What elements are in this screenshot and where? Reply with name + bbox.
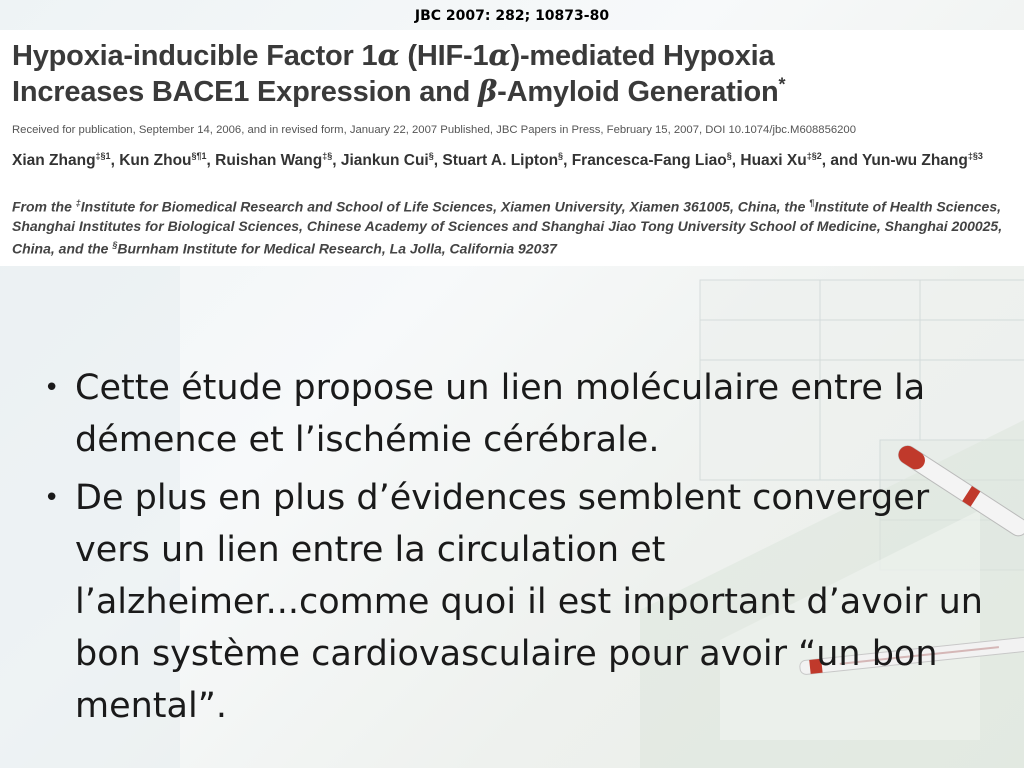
bullet-text: Cette étude propose un lien moléculaire entre la démence et l’ischémie cérébrale.: [75, 368, 926, 460]
author-list: Xian Zhang$^{\ddagger\S 1}$, Kun Zhou$^{\S\P 1}$, Ruishan Wang‡§, Jiankun Cui§, Stuart A. Lipton§, Francesca-Fang Liao§, Huaxi Xu$^{\ddagger\S 2}$, and Yun-wu Zhang$^{\ddagger\S 3}$: [12, 151, 983, 170]
bullet-item: [44, 472, 1004, 732]
paper-title-line-2: Increases BACE1 Expression and β-Amyloid Generation*: [12, 74, 786, 108]
author-name: Huaxi Xu: [740, 152, 807, 170]
author-affiliation-mark: §: [726, 151, 732, 161]
received-line: Received for publication, September 14, 2006, and in revised form, January 22, 2007 Published, JBC Papers in Press, February 15, 2007, DOI 10.1074/jbc.M608856200: [12, 124, 857, 136]
author-affiliation-mark: ‡§1: [95, 151, 111, 161]
author-affiliation-mark: §: [428, 151, 434, 161]
bullet-icon: •: [44, 483, 60, 513]
paper-header: [0, 30, 1024, 266]
citation: JBC 2007: 282; 10873-80: [414, 8, 610, 24]
author-name: Francesca-Fang Liao: [571, 152, 727, 170]
author-affiliation-mark: §¶1: [191, 151, 207, 161]
paper-title-line-1: Hypoxia-inducible Factor 1α (HIF-1α)-mediated Hypoxia: [12, 38, 775, 72]
bullet-item: [44, 362, 1004, 466]
bullet-text: De plus en plus d’évidences semblent converger vers un lien entre la circulation et l’alzheimer...comme quoi il est important d’avoir un bon système cardiovasculaire pour avoir “un bon mental”.: [75, 478, 983, 726]
author-affiliation-mark: §: [558, 151, 564, 161]
author-name: Xian Zhang: [12, 152, 96, 170]
author-name: Yun-wu Zhang: [861, 152, 968, 170]
authors-and: and: [830, 152, 862, 170]
author-affiliation-mark: ‡§3: [967, 151, 983, 161]
author-name: Ruishan Wang: [215, 152, 323, 170]
author-name: Kun Zhou: [119, 152, 192, 170]
affiliations: From the ‡Institute for Biomedical Research and School of Life Sciences, Xiamen University, Xiamen 361005, China, the ¶Institute of Health Sciences, Shanghai Institutes for Biological Sciences, Chinese Academy of Sciences and Shanghai Jiao Tong University School of Medicine, Shanghai 200025, China, and the §Burnham Institute for Medical Research, La Jolla, California 92037: [12, 198, 1003, 257]
author-affiliation-mark: ‡§: [322, 151, 333, 161]
author-name: Stuart A. Lipton: [442, 152, 559, 170]
bullet-list: [44, 362, 1004, 738]
author-affiliation-mark: ‡§2: [806, 151, 822, 161]
bullet-icon: •: [44, 373, 60, 403]
author-name: Jiankun Cui: [340, 152, 429, 170]
